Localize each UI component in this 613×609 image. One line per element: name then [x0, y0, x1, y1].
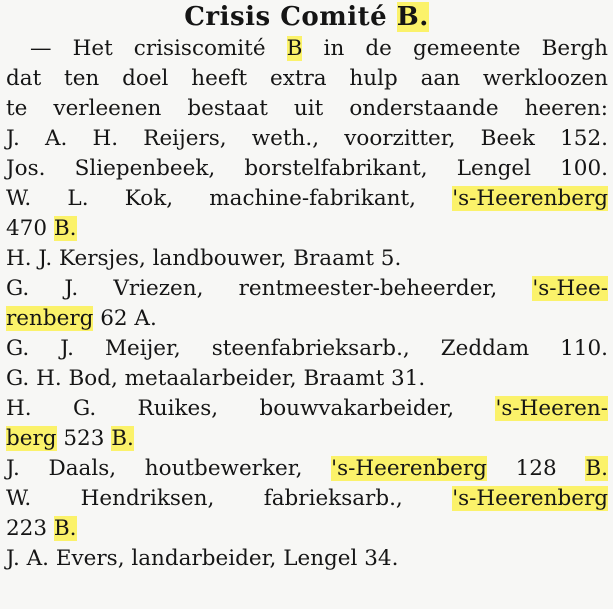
- article-title: [0, 0, 613, 34]
- search-highlight: B.: [53, 516, 77, 541]
- article-line: Jos. Sliepenbeek, borstelfabrikant, Lengel 100.: [6, 156, 608, 181]
- article-line: — Het crisiscomité B in de gemeente Bergh: [30, 36, 608, 61]
- search-highlight: 's-Hee-: [532, 276, 608, 301]
- article-line: W. Hendriksen, fabrieksarb., 's-Heerenberg: [6, 486, 608, 511]
- article-line: G. H. Bod, metaalarbeider, Braamt 31.: [6, 366, 426, 391]
- article-line: G. J. Meijer, steenfabrieksarb., Zeddam 110.: [6, 336, 608, 361]
- article-line: G. J. Vriezen, rentmeester-beheerder, 's-Hee-: [6, 276, 608, 301]
- search-highlight: 's-Heerenberg: [452, 186, 608, 211]
- search-highlight: 's-Heerenberg: [331, 456, 487, 481]
- search-highlight: 's-Heeren-: [495, 396, 608, 421]
- article-line: W. L. Kok, machine-fabrikant, 's-Heerenberg: [6, 186, 608, 211]
- search-highlight: B: [286, 36, 303, 61]
- article-line: 470 B.: [6, 216, 77, 241]
- article-line: 223 B.: [6, 516, 77, 541]
- article-line: te verleenen bestaat uit onderstaande heeren:: [6, 96, 608, 121]
- search-highlight: 's-Heerenberg: [452, 486, 608, 511]
- article-line: J. Daals, houtbewerker, 's-Heerenberg 128 B.: [6, 456, 608, 481]
- search-highlight: B.: [53, 216, 77, 241]
- title-text: Crisis Comité: [184, 2, 397, 32]
- article-line: J. A. H. Reijers, weth., voorzitter, Beek 152.: [6, 126, 608, 151]
- title-highlight: B.: [396, 2, 429, 32]
- search-highlight: berg: [6, 426, 57, 451]
- article-line: renberg 62 A.: [6, 306, 157, 331]
- search-highlight: renberg: [6, 306, 94, 331]
- search-highlight: B.: [585, 456, 608, 481]
- article-line: H. G. Ruikes, bouwvakarbeider, 's-Heeren-: [6, 396, 608, 421]
- article-line: berg 523 B.: [6, 426, 134, 451]
- search-highlight: B.: [111, 426, 134, 451]
- article-line: J. A. Evers, landarbeider, Lengel 34.: [6, 546, 399, 571]
- article-line: dat ten doel heeft extra hulp aan werkloozen: [6, 66, 608, 91]
- article-line: H. J. Kersjes, landbouwer, Braamt 5.: [6, 246, 402, 271]
